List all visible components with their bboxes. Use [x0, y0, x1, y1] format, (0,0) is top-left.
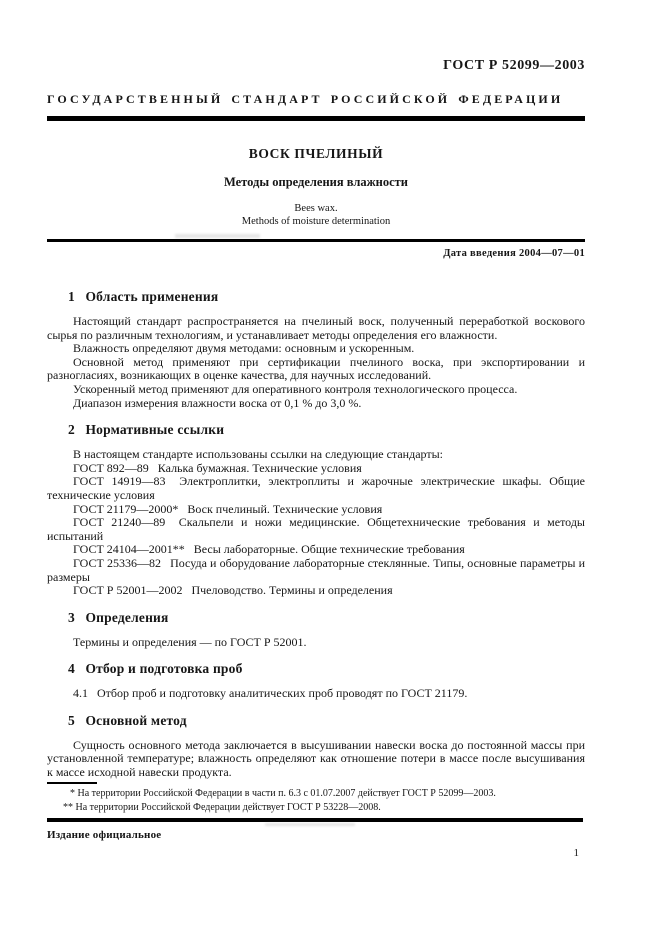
- paragraph: Термины и определения — по ГОСТ Р 52001.: [73, 634, 307, 649]
- state-standard-header: ГОСУДАРСТВЕННЫЙ СТАНДАРТ РОССИЙСКОЙ ФЕДЕРАЦИИ: [47, 92, 564, 106]
- reference-item: ГОСТ 21179—2000* Воск пчелиный. Технические условия: [73, 501, 383, 516]
- paragraph: Настоящий стандарт распространяется на пчелиный воск, полученный переработкой воскового сырья по различным технологиям, и устанавливает методы определения его влажности.: [47, 314, 585, 342]
- paragraph: Диапазон измерения влажности воска от 0,1 % до 3,0 %.: [73, 395, 362, 410]
- page-number: 1: [573, 847, 579, 859]
- footer-thick-rule: [47, 818, 583, 822]
- document-title: ВОСК ПЧЕЛИНЫЙ: [248, 146, 384, 161]
- title-english-line1: Bees wax.: [294, 203, 338, 214]
- document-body: [47, 277, 585, 780]
- section-heading-sampling: 4 Отбор и подготовка проб: [68, 661, 243, 677]
- official-edition-label: Издание официальное: [47, 829, 162, 841]
- title-english-line2: Methods of moisture determination: [241, 216, 391, 227]
- paragraph: Сущность основного метода заключается в высушивании навески воска до постоянной массы при установленной температуре; влажность определяют как отношение потери в массе после высушивания к массе исходной навески продукта.: [47, 737, 585, 780]
- scan-artifact: [265, 823, 355, 826]
- reference-item: ГОСТ 14919—83 Электроплитки, электроплиты и жарочные электрические шкафы. Общие технические условия: [47, 474, 585, 502]
- section-heading-references: 2 Нормативные ссылки: [68, 422, 225, 438]
- title-block: [47, 146, 585, 228]
- introduction-date: Дата введения 2004—07—01: [443, 248, 585, 259]
- header-thick-rule: [47, 116, 585, 121]
- scan-artifact: [175, 234, 260, 238]
- title-divider-rule: [47, 239, 585, 242]
- reference-item: ГОСТ 892—89 Калька бумажная. Технические условия: [73, 460, 362, 475]
- section-heading-definitions: 3 Определения: [68, 609, 169, 625]
- footnote-asterisk: * На территории Российской Федерации в части п. 6.3 с 01.07.2007 действует ГОСТ Р 52099—2003.: [70, 788, 496, 799]
- section-heading-main-method: 5 Основной метод: [68, 712, 187, 728]
- paragraph: Ускоренный метод применяют для оперативного контроля технологического процесса.: [73, 381, 518, 396]
- document-subtitle: Методы определения влажности: [223, 175, 409, 189]
- title-english: [47, 202, 585, 228]
- reference-item: ГОСТ Р 52001—2002 Пчеловодство. Термины и определения: [73, 583, 393, 598]
- paragraph: Основной метод применяют при сертификации пчелиного воска, при экспортировании и разногласиях, возникающих в оценке качества, для научных исследований.: [47, 354, 585, 383]
- standard-code: ГОСТ Р 52099—2003: [443, 58, 585, 73]
- section-heading-scope: 1 Область применения: [68, 289, 219, 304]
- reference-item: ГОСТ 24104—2001** Весы лабораторные. Общие технические требования: [73, 542, 465, 557]
- reference-item: ГОСТ 25336—82 Посуда и оборудование лабораторные стеклянные. Типы, основные параметры и размеры: [47, 555, 585, 584]
- paragraph: Влажность определяют двумя методами: основным и ускоренным.: [73, 341, 415, 356]
- paragraph: 4.1 Отбор проб и подготовку аналитических проб проводят по ГОСТ 21179.: [73, 686, 468, 701]
- paragraph: В настоящем стандарте использованы ссылки на следующие стандарты:: [73, 447, 444, 462]
- footnote-separator-rule: [47, 782, 97, 784]
- footnotes: [47, 787, 585, 814]
- reference-item: ГОСТ 21240—89 Скальпели и ножи медицинские. Общетехнические требования и методы испытаний: [47, 515, 585, 543]
- footnote-double-asterisk: ** На территории Российской Федерации действует ГОСТ Р 53228—2008.: [63, 801, 381, 813]
